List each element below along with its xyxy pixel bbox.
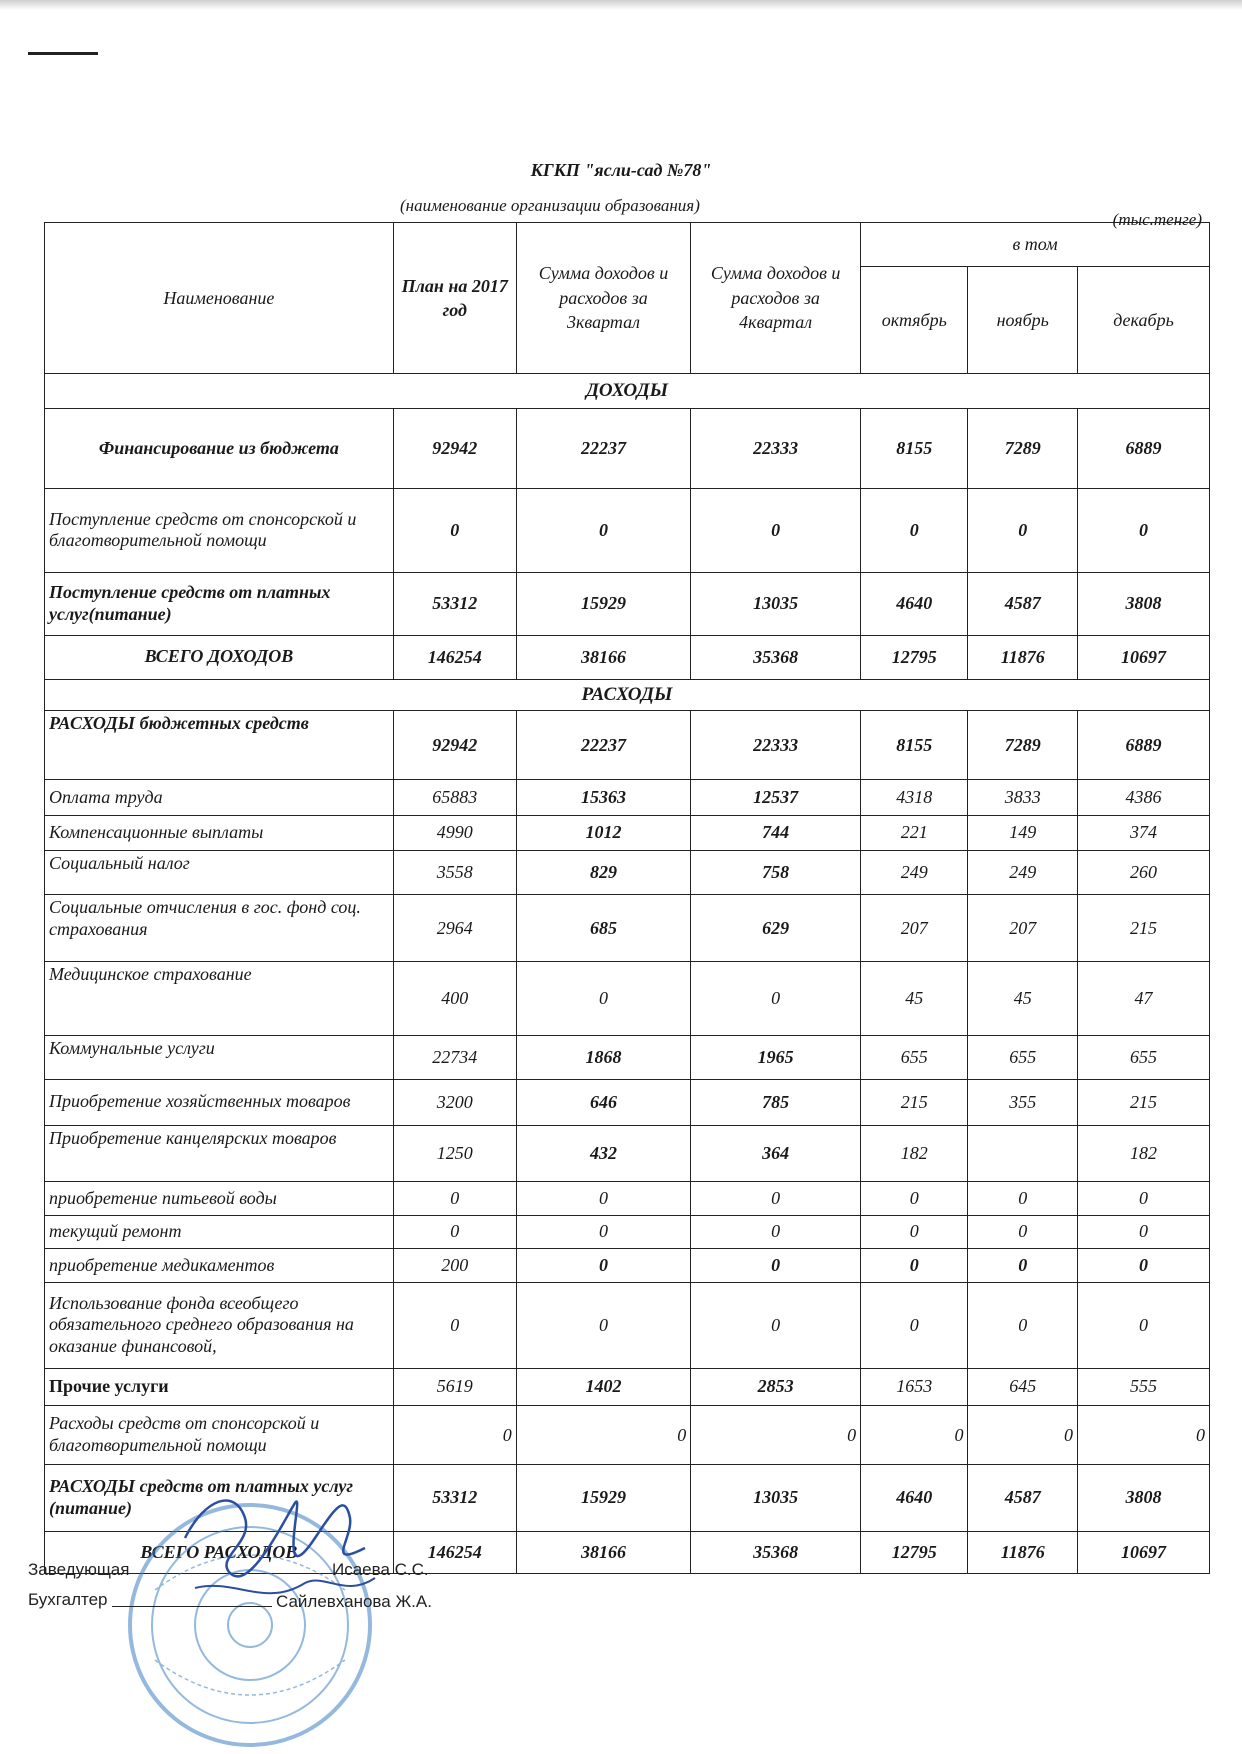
header-in-that: в том <box>861 223 1210 267</box>
cell-value: 45 <box>861 962 968 1035</box>
cell-value: 215 <box>1078 1079 1210 1125</box>
cell-value: 12795 <box>861 1531 968 1573</box>
header-month-october: октябрь <box>861 266 968 373</box>
cell-value: 11876 <box>968 1531 1078 1573</box>
cell-value: 0 <box>516 1406 690 1465</box>
cell-value: 207 <box>861 895 968 962</box>
cell-value: 0 <box>691 1182 861 1216</box>
cell-value: 22237 <box>516 409 690 489</box>
row-name: текущий ремонт <box>45 1215 394 1249</box>
organization-title: КГКП "ясли-сад №78" <box>530 160 712 180</box>
cell-value: 0 <box>861 488 968 572</box>
cell-value: 65883 <box>393 780 516 816</box>
cell-value: 744 <box>691 815 861 851</box>
head-label: Заведующая <box>28 1560 130 1579</box>
cell-value: 4587 <box>968 1464 1078 1531</box>
cell-value: 53312 <box>393 572 516 635</box>
cell-value: 8155 <box>861 710 968 779</box>
cell-value: 0 <box>1078 488 1210 572</box>
cell-value: 0 <box>1078 1282 1210 1368</box>
section-title: ДОХОДЫ <box>45 373 1210 409</box>
cell-value: 0 <box>861 1406 968 1465</box>
header-q3: Сумма доходов и расходов за 3квартал <box>516 223 690 374</box>
row-name: Поступление средств от спонсорской и благотворительной помощи <box>45 488 394 572</box>
cell-value: 38166 <box>516 635 690 679</box>
cell-value: 0 <box>691 1215 861 1249</box>
cell-value: 0 <box>516 962 690 1035</box>
cell-value: 0 <box>516 1182 690 1216</box>
table-row <box>45 1182 1210 1216</box>
cell-value: 3200 <box>393 1079 516 1125</box>
cell-value: 4386 <box>1078 780 1210 816</box>
cell-value: 249 <box>861 851 968 895</box>
table-row <box>45 851 1210 895</box>
cell-value: 0 <box>516 1249 690 1283</box>
section-title: РАСХОДЫ <box>45 679 1210 710</box>
cell-value: 432 <box>516 1125 690 1182</box>
cell-value: 3833 <box>968 780 1078 816</box>
cell-value: 12795 <box>861 635 968 679</box>
cell-value: 829 <box>516 851 690 895</box>
table-row <box>45 1249 1210 1283</box>
cell-value: 646 <box>516 1079 690 1125</box>
cell-value: 0 <box>691 488 861 572</box>
cell-value: 0 <box>1078 1406 1210 1465</box>
units-label: (тыс.тенге) <box>1112 210 1202 229</box>
cell-value: 2853 <box>691 1368 861 1406</box>
cell-value: 655 <box>968 1035 1078 1079</box>
row-name: Медицинское страхование <box>45 962 394 1035</box>
cell-value: 5619 <box>393 1368 516 1406</box>
cell-value: 7289 <box>968 710 1078 779</box>
cell-value: 1012 <box>516 815 690 851</box>
cell-value: 645 <box>968 1368 1078 1406</box>
cell-value: 0 <box>516 1215 690 1249</box>
table-row <box>45 962 1210 1035</box>
row-name: Использование фонда всеобщего обязательного среднего образования на оказание финансовой, <box>45 1282 394 1368</box>
row-name: Социальные отчисления в гос. фонд соц. страхования <box>45 895 394 962</box>
header-plan: План на 2017 год <box>393 223 516 374</box>
cell-value: 1965 <box>691 1035 861 1079</box>
cell-value: 1402 <box>516 1368 690 1406</box>
cell-value: 0 <box>968 488 1078 572</box>
cell-value: 6889 <box>1078 710 1210 779</box>
cell-value: 4640 <box>861 572 968 635</box>
cell-value: 10697 <box>1078 1531 1210 1573</box>
cell-value: 22333 <box>691 710 861 779</box>
head-name: Исаева С.С. <box>332 1560 429 1579</box>
cell-value: 0 <box>516 488 690 572</box>
row-name: Социальный налог <box>45 851 394 895</box>
cell-value <box>968 1125 1078 1182</box>
cell-value: 3558 <box>393 851 516 895</box>
cell-value: 364 <box>691 1125 861 1182</box>
cell-value: 0 <box>968 1182 1078 1216</box>
accountant-label: Бухгалтер <box>28 1590 108 1609</box>
cell-value: 10697 <box>1078 635 1210 679</box>
cell-value: 1868 <box>516 1035 690 1079</box>
table-row <box>45 1035 1210 1079</box>
cell-value: 0 <box>393 1406 516 1465</box>
cell-value: 0 <box>968 1406 1078 1465</box>
cell-value: 38166 <box>516 1531 690 1573</box>
row-name: Прочие услуги <box>45 1368 394 1406</box>
cell-value: 22734 <box>393 1035 516 1079</box>
cell-value: 13035 <box>691 572 861 635</box>
cell-value: 0 <box>861 1249 968 1283</box>
cell-value: 11876 <box>968 635 1078 679</box>
cell-value: 8155 <box>861 409 968 489</box>
cell-value: 4640 <box>861 1464 968 1531</box>
cell-value: 3808 <box>1078 1464 1210 1531</box>
corner-mark <box>28 52 98 55</box>
cell-value: 555 <box>1078 1368 1210 1406</box>
cell-value: 15929 <box>516 572 690 635</box>
cell-value: 200 <box>393 1249 516 1283</box>
section-row-expenses <box>45 679 1210 710</box>
cell-value: 92942 <box>393 409 516 489</box>
cell-value: 2964 <box>393 895 516 962</box>
cell-value: 0 <box>691 962 861 1035</box>
cell-value: 0 <box>861 1182 968 1216</box>
cell-value: 92942 <box>393 710 516 779</box>
header-month-december: декабрь <box>1078 266 1210 373</box>
cell-value: 146254 <box>393 635 516 679</box>
cell-value: 215 <box>1078 895 1210 962</box>
cell-value: 0 <box>393 1282 516 1368</box>
table-row <box>45 1079 1210 1125</box>
cell-value: 53312 <box>393 1464 516 1531</box>
cell-value: 0 <box>516 1282 690 1368</box>
table-row <box>45 1282 1210 1368</box>
row-name: Приобретение хозяйственных товаров <box>45 1079 394 1125</box>
cell-value: 207 <box>968 895 1078 962</box>
cell-value: 0 <box>1078 1215 1210 1249</box>
cell-value: 47 <box>1078 962 1210 1035</box>
cell-value: 146254 <box>393 1531 516 1573</box>
cell-value: 0 <box>393 1182 516 1216</box>
row-name: Расходы средств от спонсорской и благотворительной помощи <box>45 1406 394 1465</box>
header-month-november: ноябрь <box>968 266 1078 373</box>
cell-value: 0 <box>691 1406 861 1465</box>
cell-value: 400 <box>393 962 516 1035</box>
organization-subtitle: (наименование организации образования) <box>400 196 700 215</box>
cell-value: 0 <box>861 1282 968 1368</box>
table-row <box>45 815 1210 851</box>
cell-value: 15929 <box>516 1464 690 1531</box>
cell-value: 22237 <box>516 710 690 779</box>
table-row <box>45 1215 1210 1249</box>
table-row <box>45 895 1210 962</box>
cell-value: 260 <box>1078 851 1210 895</box>
accountant-name: Сайлевханова Ж.А. <box>276 1592 432 1611</box>
table-row <box>45 488 1210 572</box>
cell-value: 4318 <box>861 780 968 816</box>
cell-value: 685 <box>516 895 690 962</box>
cell-value: 355 <box>968 1079 1078 1125</box>
signature-line <box>112 1606 272 1607</box>
row-name: Приобретение канцелярских товаров <box>45 1125 394 1182</box>
row-name: приобретение питьевой воды <box>45 1182 394 1216</box>
cell-value: 6889 <box>1078 409 1210 489</box>
cell-value: 0 <box>691 1249 861 1283</box>
cell-value: 0 <box>1078 1249 1210 1283</box>
cell-value: 758 <box>691 851 861 895</box>
row-name: ВСЕГО ДОХОДОВ <box>45 635 394 679</box>
cell-value: 221 <box>861 815 968 851</box>
cell-value: 12537 <box>691 780 861 816</box>
cell-value: 655 <box>1078 1035 1210 1079</box>
cell-value: 182 <box>861 1125 968 1182</box>
cell-value: 35368 <box>691 635 861 679</box>
cell-value: 35368 <box>691 1531 861 1573</box>
scan-top-edge <box>0 0 1242 10</box>
income-expense-table <box>44 222 1210 1574</box>
row-name: Оплата труда <box>45 780 394 816</box>
cell-value: 4990 <box>393 815 516 851</box>
cell-value: 0 <box>968 1249 1078 1283</box>
cell-value: 215 <box>861 1079 968 1125</box>
cell-value: 249 <box>968 851 1078 895</box>
cell-value: 374 <box>1078 815 1210 851</box>
cell-value: 0 <box>968 1282 1078 1368</box>
cell-value: 629 <box>691 895 861 962</box>
cell-value: 149 <box>968 815 1078 851</box>
row-name: Компенсационные выплаты <box>45 815 394 851</box>
cell-value: 1250 <box>393 1125 516 1182</box>
row-name: приобретение медикаментов <box>45 1249 394 1283</box>
cell-value: 0 <box>968 1215 1078 1249</box>
header-row-1 <box>45 223 1210 267</box>
table-row <box>45 1368 1210 1406</box>
row-name: Коммунальные услуги <box>45 1035 394 1079</box>
header-q4: Сумма доходов и расходов за 4квартал <box>691 223 861 374</box>
cell-value: 3808 <box>1078 572 1210 635</box>
row-name: РАСХОДЫ средств от платных услуг (питание) <box>45 1464 394 1531</box>
cell-value: 7289 <box>968 409 1078 489</box>
table-row <box>45 1406 1210 1465</box>
cell-value: 655 <box>861 1035 968 1079</box>
cell-value: 1653 <box>861 1368 968 1406</box>
cell-value: 4587 <box>968 572 1078 635</box>
cell-value: 0 <box>861 1215 968 1249</box>
cell-value: 182 <box>1078 1125 1210 1182</box>
table-row <box>45 710 1210 779</box>
cell-value: 0 <box>691 1282 861 1368</box>
cell-value: 15363 <box>516 780 690 816</box>
table-row <box>45 572 1210 635</box>
cell-value: 13035 <box>691 1464 861 1531</box>
cell-value: 45 <box>968 962 1078 1035</box>
row-name: Финансирование из бюджета <box>45 409 394 489</box>
cell-value: 0 <box>393 1215 516 1249</box>
cell-value: 0 <box>393 488 516 572</box>
table-row-total <box>45 635 1210 679</box>
section-row-income <box>45 373 1210 409</box>
table-row <box>45 409 1210 489</box>
header-name: Наименование <box>45 223 394 374</box>
cell-value: 785 <box>691 1079 861 1125</box>
row-name: ВСЕГО РАСХОДОВ <box>45 1531 394 1573</box>
cell-value: 0 <box>1078 1182 1210 1216</box>
table-row <box>45 1125 1210 1182</box>
table-row <box>45 780 1210 816</box>
row-name: РАСХОДЫ бюджетных средств <box>45 710 394 779</box>
cell-value: 22333 <box>691 409 861 489</box>
row-name: Поступление средств от платных услуг(питание) <box>45 572 394 635</box>
